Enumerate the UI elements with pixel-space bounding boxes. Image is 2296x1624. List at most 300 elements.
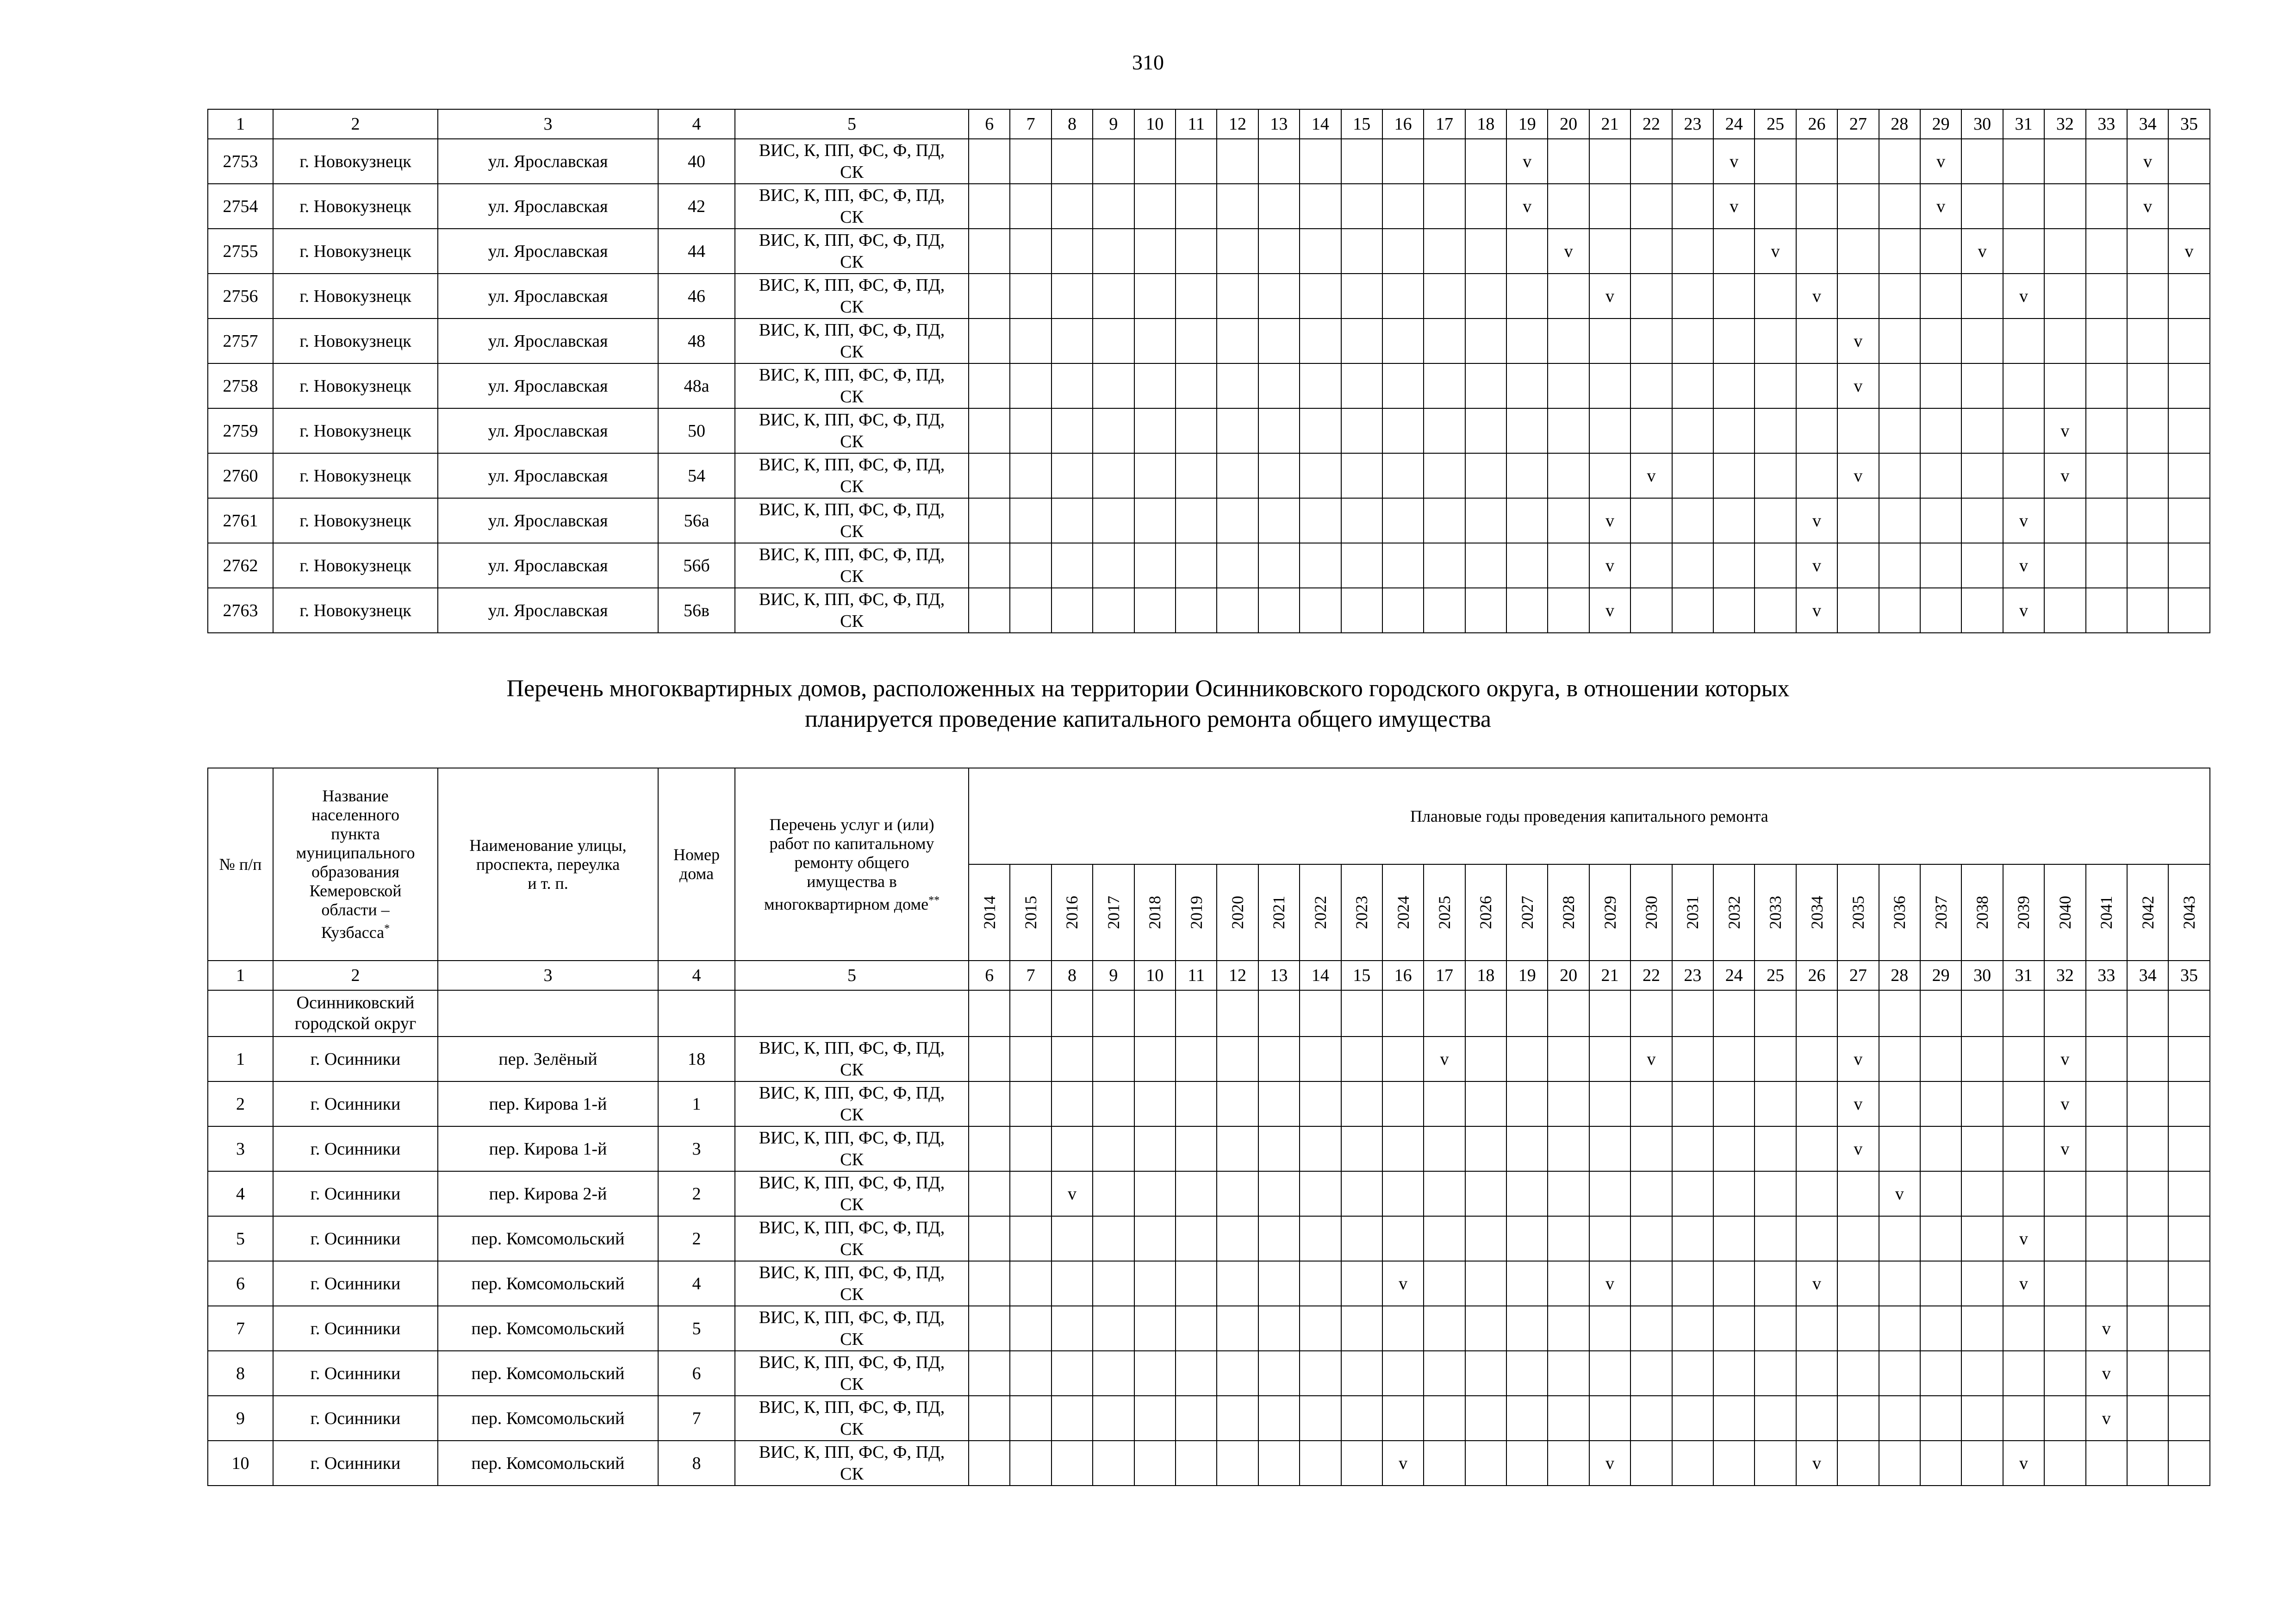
year-cell xyxy=(1217,1261,1258,1306)
year-cell xyxy=(1465,1216,1506,1261)
column-number: 1 xyxy=(208,109,273,139)
year-cell xyxy=(1052,184,1093,229)
year-cell xyxy=(1300,543,1341,588)
header-line: пункта xyxy=(331,824,380,843)
footnote-mark: ** xyxy=(928,894,940,906)
year-cell xyxy=(1465,453,1506,498)
year-mark: v xyxy=(1589,1261,1630,1306)
year-header xyxy=(1300,864,1341,961)
year-cell xyxy=(1548,1261,1589,1306)
street-cell: ул. Ярославская xyxy=(438,274,658,319)
year-cell xyxy=(1258,1351,1300,1396)
table-row xyxy=(208,1396,2210,1441)
year-cell xyxy=(1341,1441,1382,1486)
city-cell: г. Новокузнецк xyxy=(273,184,438,229)
year-cell xyxy=(1382,1396,1424,1441)
year-cell xyxy=(1382,1351,1424,1396)
year-mark: v xyxy=(1837,453,1879,498)
year-cell xyxy=(1176,1261,1217,1306)
city-cell: г. Осинники xyxy=(273,1306,438,1351)
empty-cell xyxy=(1920,990,1961,1037)
year-cell xyxy=(1713,1216,1755,1261)
column-number: 18 xyxy=(1465,109,1506,139)
year-cell xyxy=(969,1351,1010,1396)
year-cell xyxy=(1300,1441,1341,1486)
header-line: Кемеровской xyxy=(309,881,402,900)
row-number: 6 xyxy=(208,1261,273,1306)
year-cell xyxy=(1713,363,1755,408)
year-cell xyxy=(1382,408,1424,453)
row-number: 8 xyxy=(208,1351,273,1396)
year-cell xyxy=(1258,1441,1300,1486)
year-cell xyxy=(1010,1351,1051,1396)
year-cell xyxy=(1755,1081,1796,1126)
services-cell xyxy=(735,1261,969,1306)
year-cell xyxy=(2086,363,2127,408)
header-line: имущества в xyxy=(807,872,897,891)
year-cell xyxy=(1382,1126,1424,1171)
year-cell xyxy=(1382,1081,1424,1126)
year-cell xyxy=(1134,184,1176,229)
year-cell xyxy=(1258,274,1300,319)
year-label: 2034 xyxy=(1807,896,1826,929)
street-cell: пер. Комсомольский xyxy=(438,1306,658,1351)
year-cell xyxy=(1920,274,1961,319)
column-number-row xyxy=(208,109,2210,139)
year-cell xyxy=(2127,1351,2168,1396)
year-cell xyxy=(1258,543,1300,588)
column-number: 27 xyxy=(1837,109,1879,139)
year-cell xyxy=(1920,1081,1961,1126)
year-cell xyxy=(2086,453,2127,498)
year-cell xyxy=(969,498,1010,543)
year-cell xyxy=(1961,1261,2003,1306)
year-cell xyxy=(1176,1351,1217,1396)
year-cell xyxy=(1134,408,1176,453)
year-cell xyxy=(1506,1306,1548,1351)
table-row xyxy=(208,1441,2210,1486)
year-cell xyxy=(1755,498,1796,543)
year-cell xyxy=(1672,543,1713,588)
year-cell xyxy=(1424,408,1465,453)
year-cell xyxy=(1713,319,1755,363)
table-row xyxy=(208,1351,2210,1396)
year-cell xyxy=(1630,139,1672,184)
year-cell xyxy=(2044,1396,2085,1441)
year-label: 2033 xyxy=(1766,896,1785,929)
year-mark: v xyxy=(1837,1126,1879,1171)
year-header xyxy=(1010,864,1051,961)
empty-cell xyxy=(1258,990,1300,1037)
year-cell xyxy=(1920,543,1961,588)
year-mark: v xyxy=(1382,1261,1424,1306)
year-cell xyxy=(1258,184,1300,229)
year-cell xyxy=(1341,184,1382,229)
year-cell xyxy=(1548,184,1589,229)
year-cell xyxy=(1837,1306,1879,1351)
year-cell xyxy=(2127,1126,2168,1171)
year-header xyxy=(1382,864,1424,961)
year-cell xyxy=(1506,1126,1548,1171)
year-cell xyxy=(1217,543,1258,588)
empty-cell xyxy=(1465,990,1506,1037)
house-number-cell: 44 xyxy=(658,229,735,274)
column-number: 5 xyxy=(735,961,969,990)
table-row xyxy=(208,1261,2210,1306)
year-cell xyxy=(1341,1261,1382,1306)
year-cell xyxy=(2168,498,2209,543)
year-cell xyxy=(1217,1171,1258,1216)
year-cell xyxy=(1879,1037,1920,1081)
year-cell xyxy=(1341,319,1382,363)
year-cell xyxy=(1052,408,1093,453)
year-cell xyxy=(1548,408,1589,453)
services-line: ВИС, К, ПП, ФС, Ф, ПД, xyxy=(759,1128,945,1148)
year-cell xyxy=(969,319,1010,363)
services-cell xyxy=(735,274,969,319)
header-line: дома xyxy=(679,864,714,883)
services-line: СК xyxy=(840,1284,864,1304)
year-cell xyxy=(1796,1171,1837,1216)
services-line: СК xyxy=(840,342,864,362)
year-cell xyxy=(1506,1081,1548,1126)
year-cell xyxy=(1382,363,1424,408)
year-cell xyxy=(1382,139,1424,184)
year-cell xyxy=(2168,1081,2209,1126)
year-mark: v xyxy=(1837,1081,1879,1126)
street-cell: ул. Ярославская xyxy=(438,498,658,543)
services-line: СК xyxy=(840,297,864,317)
services-line: СК xyxy=(840,1060,864,1080)
page-number: 310 xyxy=(1132,50,1164,74)
year-cell xyxy=(1630,1126,1672,1171)
year-cell xyxy=(1424,1171,1465,1216)
year-cell xyxy=(1713,1261,1755,1306)
year-cell xyxy=(2086,1037,2127,1081)
header-planned-years: Плановые годы проведения капитального ремонта xyxy=(969,768,2210,864)
table-row xyxy=(208,543,2210,588)
year-cell xyxy=(1341,1126,1382,1171)
year-cell xyxy=(969,1261,1010,1306)
year-cell xyxy=(1010,1171,1051,1216)
street-cell: ул. Ярославская xyxy=(438,543,658,588)
year-label: 2041 xyxy=(2097,896,2116,929)
year-cell xyxy=(1424,1216,1465,1261)
year-cell xyxy=(1713,229,1755,274)
year-cell xyxy=(1920,1261,1961,1306)
year-cell xyxy=(1217,363,1258,408)
year-cell xyxy=(1093,408,1134,453)
year-mark: v xyxy=(1796,498,1837,543)
year-cell xyxy=(1506,588,1548,633)
column-number: 30 xyxy=(1961,109,2003,139)
services-line: ВИС, К, ПП, ФС, Ф, ПД, xyxy=(759,230,945,250)
year-cell xyxy=(1506,1441,1548,1486)
year-cell xyxy=(1382,184,1424,229)
year-header xyxy=(2127,864,2168,961)
table-row xyxy=(208,363,2210,408)
year-cell xyxy=(2086,498,2127,543)
column-number: 29 xyxy=(1920,961,1961,990)
osinniki-table xyxy=(207,768,2210,1486)
street-cell: ул. Ярославская xyxy=(438,588,658,633)
year-cell xyxy=(1217,1037,1258,1081)
year-cell xyxy=(1548,1396,1589,1441)
year-cell xyxy=(1837,1351,1879,1396)
year-cell xyxy=(1217,1126,1258,1171)
year-cell xyxy=(1093,543,1134,588)
year-cell xyxy=(1176,1441,1217,1486)
empty-cell xyxy=(1217,990,1258,1037)
header-street xyxy=(438,768,658,961)
header-line: ремонту общего xyxy=(794,853,909,872)
table-row xyxy=(208,139,2210,184)
row-number: 2760 xyxy=(208,453,273,498)
year-cell xyxy=(1672,1216,1713,1261)
header-line: Название xyxy=(322,787,389,805)
column-number: 22 xyxy=(1630,109,1672,139)
year-cell xyxy=(2044,543,2085,588)
year-cell xyxy=(2127,1441,2168,1486)
table-row xyxy=(208,498,2210,543)
header-line-wrap xyxy=(735,891,968,914)
services-cell xyxy=(735,498,969,543)
house-number-cell: 50 xyxy=(658,408,735,453)
services-cell xyxy=(735,1441,969,1486)
year-cell xyxy=(1755,184,1796,229)
year-cell xyxy=(1300,1171,1341,1216)
year-cell xyxy=(2003,408,2044,453)
year-header xyxy=(1176,864,1217,961)
services-cell xyxy=(735,319,969,363)
year-cell xyxy=(2044,229,2085,274)
year-mark: v xyxy=(2044,1126,2085,1171)
year-cell xyxy=(1465,319,1506,363)
year-cell xyxy=(2044,274,2085,319)
services-cell xyxy=(735,588,969,633)
year-mark: v xyxy=(1630,1037,1672,1081)
year-cell xyxy=(969,229,1010,274)
year-cell xyxy=(1879,1081,1920,1126)
year-cell xyxy=(1630,1441,1672,1486)
year-cell xyxy=(1548,498,1589,543)
year-header xyxy=(2003,864,2044,961)
empty-cell xyxy=(1796,990,1837,1037)
year-label: 2040 xyxy=(2055,896,2074,929)
year-cell xyxy=(2127,1171,2168,1216)
year-cell xyxy=(1052,1396,1093,1441)
year-cell xyxy=(1258,1081,1300,1126)
year-cell xyxy=(1837,1396,1879,1441)
year-cell xyxy=(1796,1216,1837,1261)
year-cell xyxy=(969,453,1010,498)
table-row xyxy=(208,274,2210,319)
row-number: 2757 xyxy=(208,319,273,363)
column-number: 13 xyxy=(1258,961,1300,990)
year-cell xyxy=(1837,588,1879,633)
year-cell xyxy=(1176,408,1217,453)
year-cell xyxy=(1672,498,1713,543)
year-cell xyxy=(1424,274,1465,319)
year-cell xyxy=(2127,543,2168,588)
year-cell xyxy=(1465,1351,1506,1396)
year-cell xyxy=(1052,1441,1093,1486)
year-cell xyxy=(1258,498,1300,543)
street-cell: пер. Зелёный xyxy=(438,1037,658,1081)
year-cell xyxy=(1672,319,1713,363)
year-header xyxy=(1796,864,1837,961)
year-cell xyxy=(1052,588,1093,633)
year-cell xyxy=(1052,1216,1093,1261)
year-mark: v xyxy=(2168,229,2209,274)
services-line: СК xyxy=(840,521,864,541)
year-cell xyxy=(1589,408,1630,453)
year-cell xyxy=(1630,498,1672,543)
year-cell xyxy=(1217,1306,1258,1351)
year-cell xyxy=(2044,319,2085,363)
year-mark: v xyxy=(1837,319,1879,363)
year-cell xyxy=(1672,184,1713,229)
year-cell xyxy=(969,1081,1010,1126)
house-number-cell: 40 xyxy=(658,139,735,184)
services-line: СК xyxy=(840,1194,864,1214)
year-cell xyxy=(1672,588,1713,633)
year-cell xyxy=(1589,363,1630,408)
year-cell xyxy=(1134,1441,1176,1486)
year-cell xyxy=(1879,1216,1920,1261)
year-cell xyxy=(1837,229,1879,274)
column-number: 27 xyxy=(1837,961,1879,990)
table-row xyxy=(208,184,2210,229)
year-cell xyxy=(1341,229,1382,274)
year-header xyxy=(1961,864,2003,961)
column-number: 31 xyxy=(2003,961,2044,990)
column-number: 23 xyxy=(1672,109,1713,139)
year-label: 2031 xyxy=(1683,896,1702,929)
row-number: 2755 xyxy=(208,229,273,274)
year-cell xyxy=(1176,1037,1217,1081)
year-cell xyxy=(1879,588,1920,633)
street-cell: ул. Ярославская xyxy=(438,408,658,453)
year-cell xyxy=(2086,1261,2127,1306)
year-cell xyxy=(1630,1261,1672,1306)
column-number: 9 xyxy=(1093,961,1134,990)
services-cell xyxy=(735,1037,969,1081)
year-cell xyxy=(2044,1351,2085,1396)
year-cell xyxy=(1134,139,1176,184)
year-cell xyxy=(1093,229,1134,274)
year-cell xyxy=(1755,408,1796,453)
year-cell xyxy=(1176,1306,1217,1351)
year-cell xyxy=(2086,274,2127,319)
year-cell xyxy=(2003,363,2044,408)
services-line: ВИС, К, ПП, ФС, Ф, ПД, xyxy=(759,1083,945,1103)
year-cell xyxy=(1176,363,1217,408)
year-cell xyxy=(1506,229,1548,274)
year-cell xyxy=(1672,1396,1713,1441)
year-cell xyxy=(1300,1216,1341,1261)
year-header xyxy=(2168,864,2209,961)
year-cell xyxy=(1837,1261,1879,1306)
year-cell xyxy=(2003,1306,2044,1351)
year-cell xyxy=(1713,1037,1755,1081)
row-number: 2761 xyxy=(208,498,273,543)
year-label: 2015 xyxy=(1021,896,1040,929)
year-cell xyxy=(1837,139,1879,184)
year-cell xyxy=(2127,1216,2168,1261)
year-cell xyxy=(1589,1396,1630,1441)
empty-cell xyxy=(2127,990,2168,1037)
year-label: 2030 xyxy=(1642,896,1661,929)
year-cell xyxy=(1506,363,1548,408)
column-number: 16 xyxy=(1382,109,1424,139)
year-cell xyxy=(1010,139,1051,184)
year-cell xyxy=(1341,1306,1382,1351)
year-cell xyxy=(2168,139,2209,184)
year-cell xyxy=(1093,139,1134,184)
column-number: 19 xyxy=(1506,961,1548,990)
column-number: 9 xyxy=(1093,109,1134,139)
year-header xyxy=(1837,864,1879,961)
year-cell xyxy=(1465,1396,1506,1441)
year-cell xyxy=(1713,543,1755,588)
year-cell xyxy=(1961,1396,2003,1441)
year-cell xyxy=(1093,1441,1134,1486)
year-cell xyxy=(1382,1306,1424,1351)
services-line: СК xyxy=(840,1329,864,1349)
empty-cell xyxy=(735,990,969,1037)
year-cell xyxy=(1424,588,1465,633)
year-cell xyxy=(1548,543,1589,588)
year-cell xyxy=(1176,498,1217,543)
year-label: 2027 xyxy=(1518,896,1537,929)
year-cell xyxy=(1589,229,1630,274)
year-cell xyxy=(1134,319,1176,363)
year-cell xyxy=(1589,1081,1630,1126)
year-cell xyxy=(1010,1216,1051,1261)
year-cell xyxy=(1589,139,1630,184)
year-cell xyxy=(1589,1306,1630,1351)
year-cell xyxy=(1093,319,1134,363)
year-cell xyxy=(1052,498,1093,543)
year-cell xyxy=(2003,1081,2044,1126)
city-cell: г. Осинники xyxy=(273,1396,438,1441)
column-number: 2 xyxy=(273,961,438,990)
services-line: ВИС, К, ПП, ФС, Ф, ПД, xyxy=(759,365,945,385)
year-header xyxy=(1548,864,1589,961)
column-number: 17 xyxy=(1424,109,1465,139)
year-cell xyxy=(1589,1171,1630,1216)
year-cell xyxy=(1796,453,1837,498)
table-row xyxy=(208,1126,2210,1171)
year-mark: v xyxy=(2003,1261,2044,1306)
header-line: образования xyxy=(311,862,399,881)
year-cell xyxy=(1300,1396,1341,1441)
table-row xyxy=(208,229,2210,274)
year-cell xyxy=(1672,274,1713,319)
year-cell xyxy=(1755,1396,1796,1441)
municipality-label xyxy=(273,990,438,1037)
year-cell xyxy=(1382,274,1424,319)
year-cell xyxy=(1879,1306,1920,1351)
column-number: 25 xyxy=(1755,109,1796,139)
year-cell xyxy=(1341,543,1382,588)
year-cell xyxy=(1465,498,1506,543)
street-cell: ул. Ярославская xyxy=(438,184,658,229)
year-cell xyxy=(1217,1441,1258,1486)
year-cell xyxy=(2003,139,2044,184)
year-cell xyxy=(1961,1037,2003,1081)
